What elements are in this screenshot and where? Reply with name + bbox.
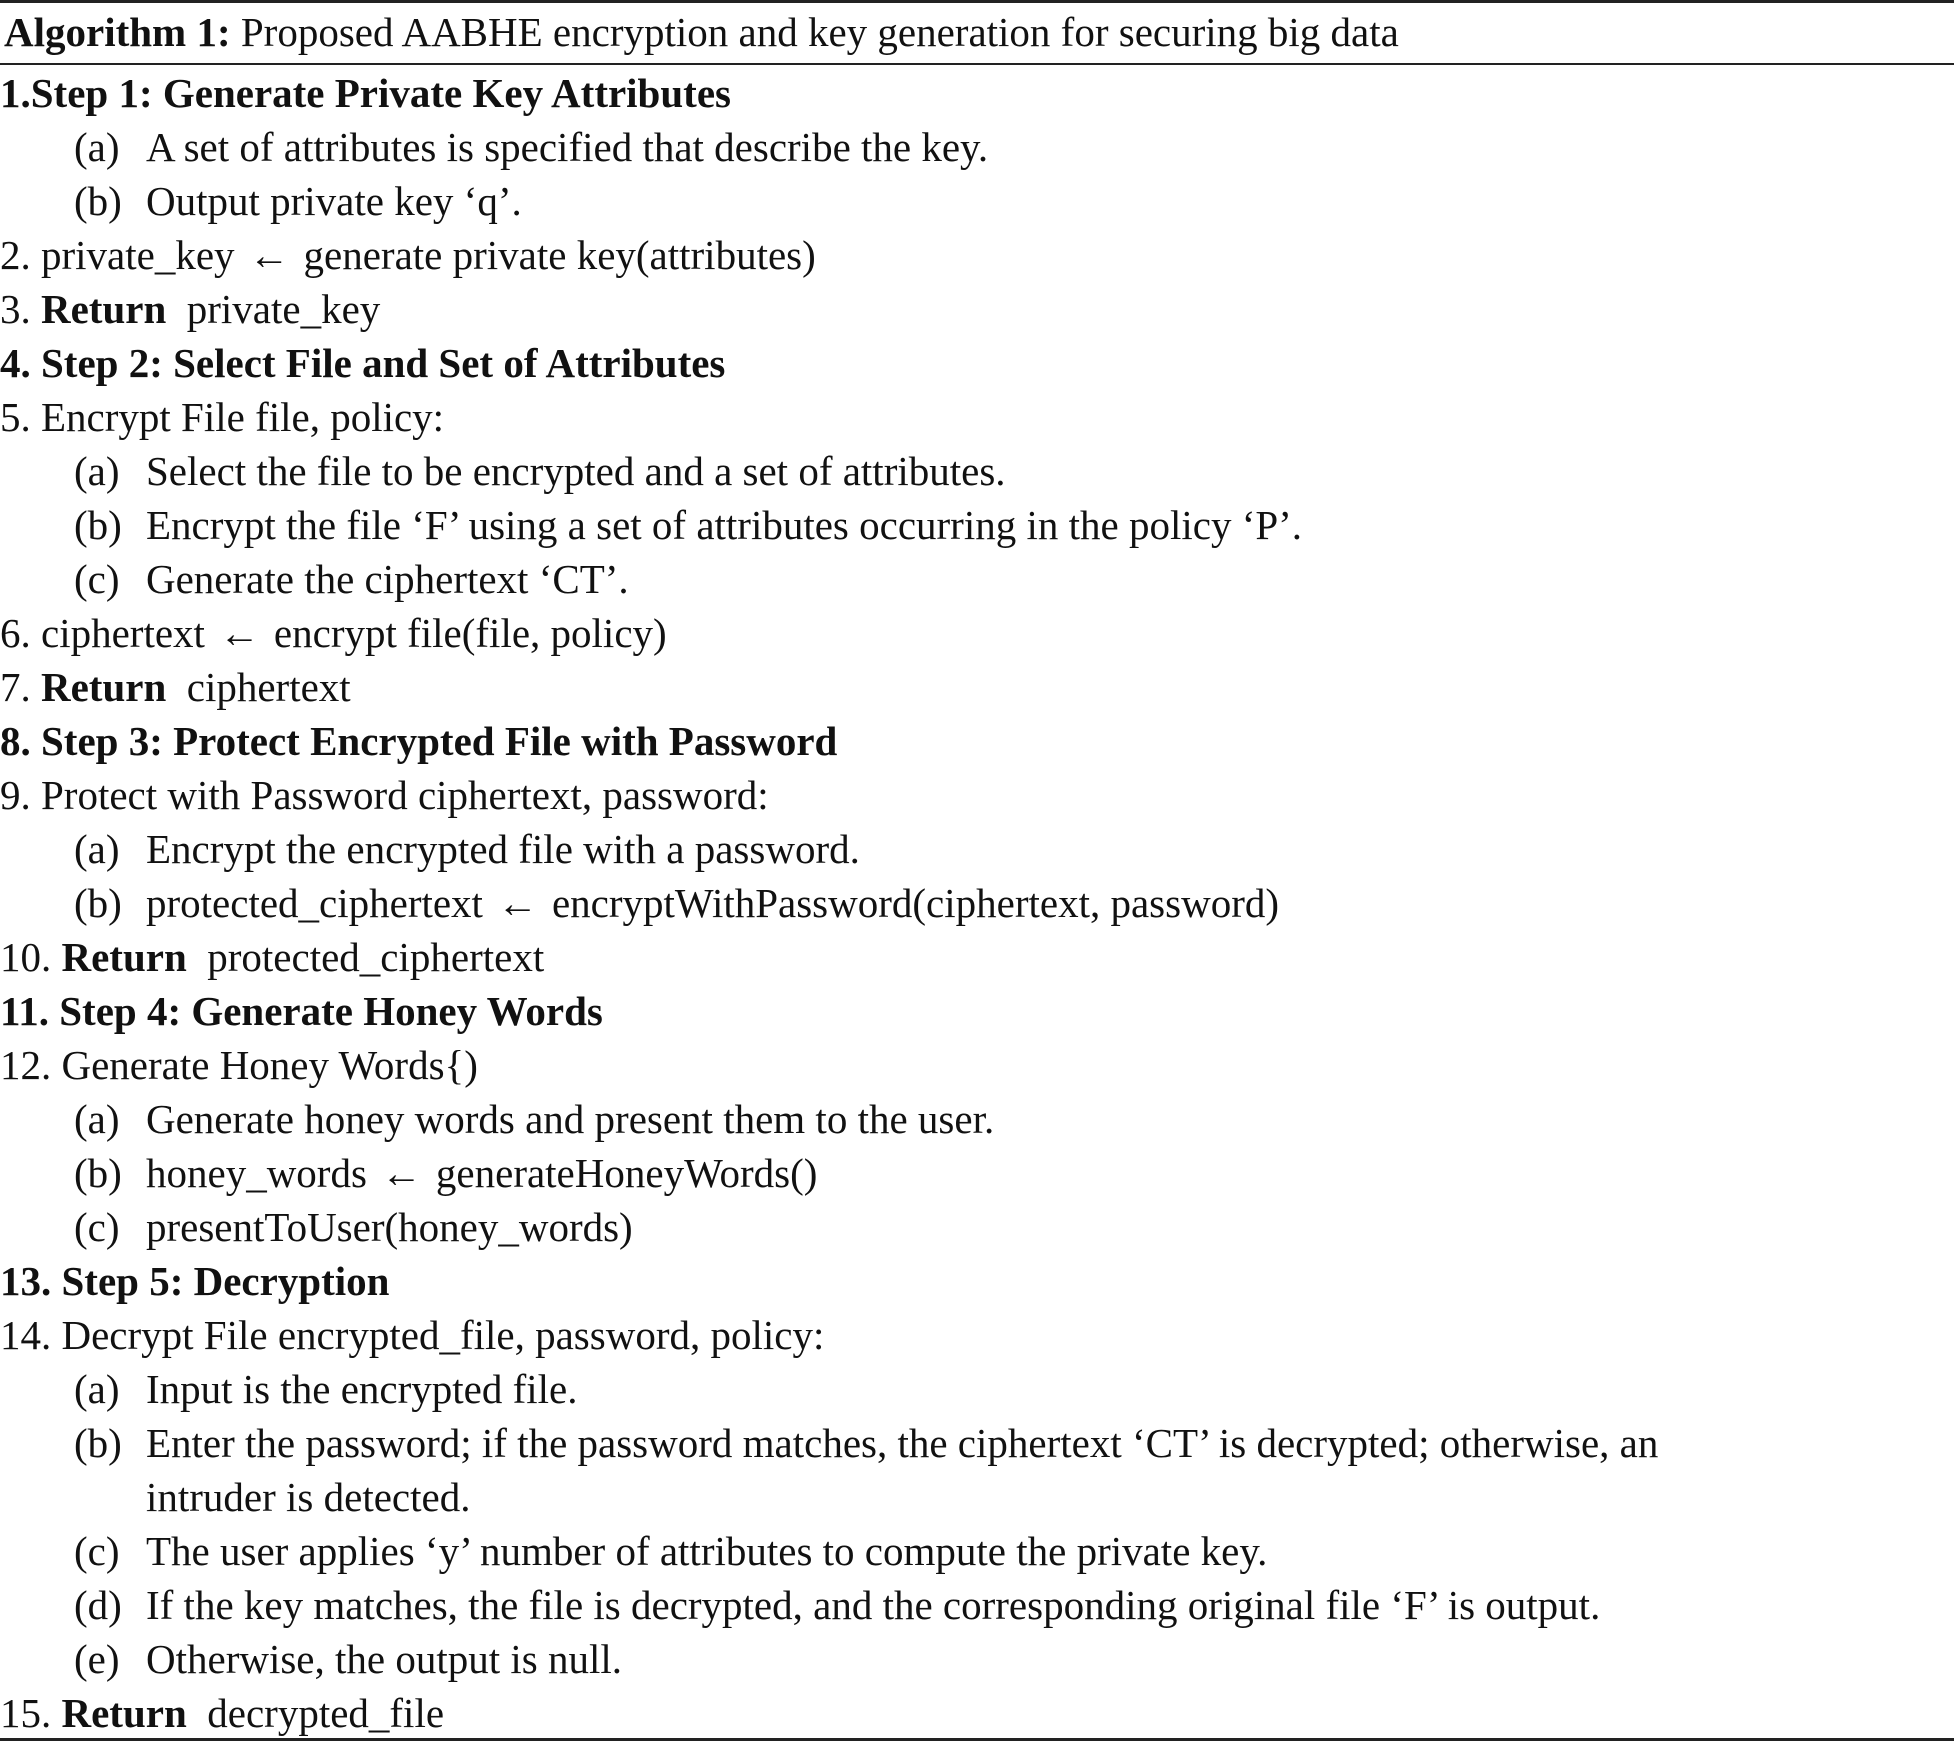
step-3-heading: 8. Step 3: Protect Encrypted File with Password [0,718,838,764]
algorithm-line: (c) presentToUser(honey_words) [74,1204,633,1250]
algorithm-caption [4,5,1399,59]
step-4-heading: 11. Step 4: Generate Honey Words [0,988,603,1034]
algorithm-line: (a) Select the file to be encrypted and a set of attributes. [74,448,1006,494]
algorithm-line: (b) Output private key ‘q’. [74,178,522,224]
algorithm-line: (b) protected_ciphertext ← encryptWithPassword(ciphertext, password) [74,880,1280,926]
algorithm-line: (a) Generate honey words and present them to the user. [74,1096,995,1142]
step-1-heading: 1.Step 1: Generate Private Key Attributes [0,70,731,116]
algorithm-line-continuation: intruder is detected. [146,1474,471,1520]
caption-label: Algorithm 1: [4,9,231,55]
step-5-heading: 13. Step 5: Decryption [0,1258,390,1304]
algorithm-line: (b) Enter the password; if the password matches, the ciphertext ‘CT’ is decrypted; otherwise, an [74,1420,1659,1466]
bottom-rule [0,1738,1954,1741]
algorithm-line: (b) honey_words ← generateHoneyWords() [74,1150,818,1196]
algorithm-line: 2. private_key ← generate private key(attributes) [0,232,816,278]
algorithm-line: (e) Otherwise, the output is null. [74,1636,623,1682]
algorithm-line: (a) A set of attributes is specified that describe the key. [74,124,989,170]
algorithm-line: 12. Generate Honey Words{) [0,1042,478,1088]
caption-title: Proposed AABHE encryption and key generation for securing big data [240,9,1399,55]
algorithm-line: (b) Encrypt the file ‘F’ using a set of attributes occurring in the policy ‘P’. [74,502,1303,548]
algorithm-line: 14. Decrypt File encrypted_file, password, policy: [0,1312,825,1358]
algorithm-line: 5. Encrypt File file, policy: [0,394,445,440]
arrow-symbol: ← [218,610,260,656]
algorithm-lines [0,66,1954,1740]
algorithm-line: 3. Return private_key [0,286,381,332]
arrow-symbol: ← [496,880,538,926]
step-2-heading: 4. Step 2: Select File and Set of Attributes [0,340,726,386]
algorithm-line: (d) If the key matches, the file is decrypted, and the corresponding original file ‘F’ is output. [74,1582,1601,1628]
top-rule [0,0,1954,3]
algorithm-line: 9. Protect with Password ciphertext, password: [0,772,769,818]
algorithm-line: 7. Return ciphertext [0,664,351,710]
caption-rule [0,63,1954,65]
algorithm-line: 10. Return protected_ciphertext [0,934,545,980]
algorithm-line: (a) Input is the encrypted file. [74,1366,578,1412]
algorithm-line: (a) Encrypt the encrypted file with a password. [74,826,860,872]
algorithm-line: (c) Generate the ciphertext ‘CT’. [74,556,629,602]
arrow-symbol: ← [248,232,290,278]
algorithm-line: 6. ciphertext ← encrypt file(file, policy) [0,610,667,656]
algorithm-line: (c) The user applies ‘y’ number of attributes to compute the private key. [74,1528,1268,1574]
algorithm-line: 15. Return decrypted_file [0,1690,445,1736]
arrow-symbol: ← [380,1150,422,1196]
